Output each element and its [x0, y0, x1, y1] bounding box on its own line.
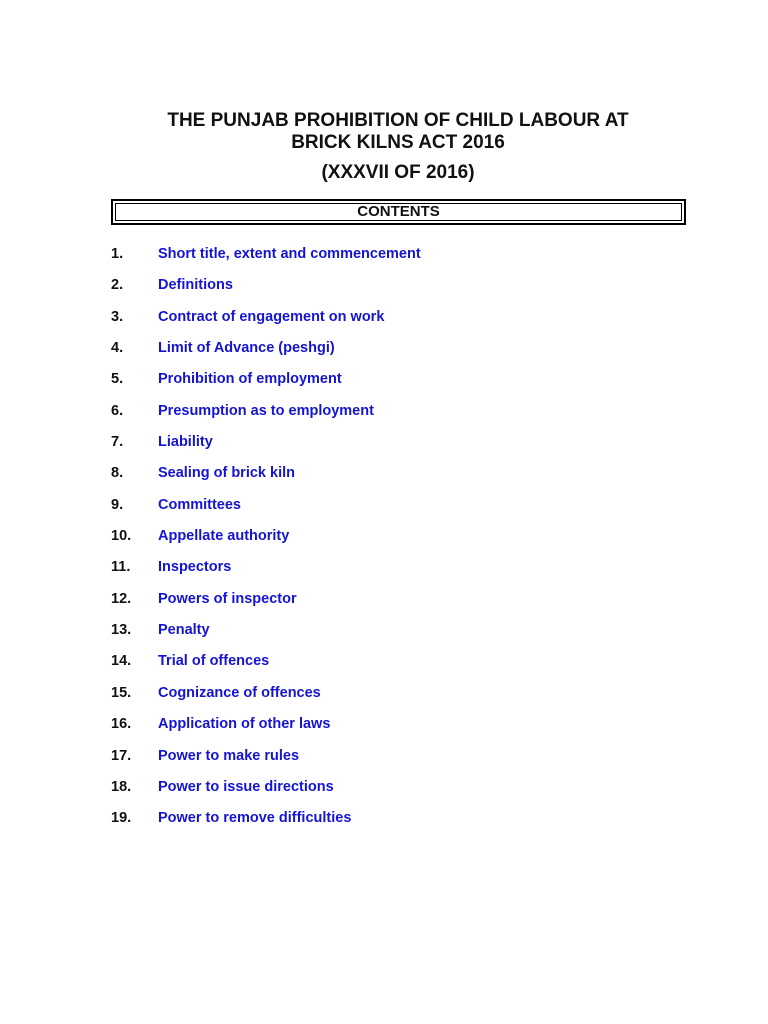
toc-item [111, 495, 691, 526]
document-title-line-2: BRICK KILNS ACT 2016 [291, 132, 505, 153]
toc-item-link[interactable]: Liability [158, 434, 213, 451]
toc-item [111, 244, 691, 275]
toc-item [111, 369, 691, 400]
toc-item [111, 746, 691, 777]
toc-item-link[interactable]: Sealing of brick kiln [158, 465, 295, 482]
toc-item [111, 620, 691, 651]
toc-item-link[interactable]: Contract of engagement on work [158, 308, 385, 325]
toc-item-number: 8. [111, 465, 124, 482]
contents-heading: CONTENTS [357, 203, 440, 220]
toc-item-link[interactable]: Short title, extent and commencement [158, 246, 421, 262]
toc-item-number: 12. [111, 590, 132, 607]
toc-item-link[interactable]: Prohibition of employment [158, 371, 342, 388]
toc-item-number: 18. [111, 778, 132, 795]
toc-item-number: 16. [111, 716, 132, 733]
toc-item [111, 432, 691, 463]
toc-item [111, 777, 691, 808]
toc-item-number: 15. [111, 684, 132, 701]
toc-item [111, 526, 691, 557]
toc-item-link[interactable]: Cognizance of offences [158, 684, 321, 701]
toc-item-number: 19. [111, 810, 132, 827]
toc-item-number: 10. [111, 528, 132, 545]
toc-item-link[interactable]: Appellate authority [158, 528, 290, 545]
toc-item-number: 3. [111, 308, 124, 325]
toc-item [111, 651, 691, 682]
toc-item [111, 401, 691, 432]
toc-item-number: 4. [111, 340, 124, 357]
toc-item [111, 714, 691, 745]
toc-item-number: 11. [111, 559, 131, 576]
toc-item-link[interactable]: Penalty [158, 622, 210, 639]
toc-item-link[interactable]: Power to make rules [158, 747, 300, 764]
toc-item [111, 463, 691, 494]
toc-item-link[interactable]: Committees [158, 496, 241, 513]
toc-item-number: 6. [111, 402, 124, 419]
toc-item-link[interactable]: Definitions [158, 277, 233, 294]
toc-item [111, 557, 691, 588]
toc-item-link[interactable]: Presumption as to employment [158, 402, 374, 419]
toc-item-number: 14. [111, 653, 132, 670]
table-of-contents [111, 244, 691, 840]
toc-item [111, 683, 691, 714]
toc-item-link[interactable]: Powers of inspector [158, 590, 297, 607]
toc-item [111, 338, 691, 369]
toc-item [111, 589, 691, 620]
toc-item-link[interactable]: Application of other laws [158, 716, 331, 733]
toc-item-number: 17. [111, 747, 132, 764]
toc-item-number: 13. [111, 622, 132, 639]
toc-item-link[interactable]: Inspectors [158, 559, 232, 576]
toc-item-link[interactable]: Power to remove difficulties [158, 810, 352, 827]
toc-item-number: 5. [111, 371, 124, 388]
document-title-line-1: THE PUNJAB PROHIBITION OF CHILD LABOUR AT [167, 110, 629, 131]
toc-item-number: 1. [111, 246, 124, 262]
toc-item-number: 9. [111, 496, 124, 513]
toc-item [111, 307, 691, 338]
toc-item-number: 2. [111, 277, 124, 294]
toc-item-link[interactable]: Limit of Advance (peshgi) [158, 340, 335, 357]
toc-item-number: 7. [111, 434, 124, 451]
contents-heading-box [111, 199, 686, 225]
toc-item-link[interactable]: Power to issue directions [158, 778, 334, 795]
act-number: (XXXVII OF 2016) [321, 162, 475, 183]
toc-item [111, 275, 691, 306]
toc-item-link[interactable]: Trial of offences [158, 653, 270, 670]
toc-item [111, 808, 691, 839]
